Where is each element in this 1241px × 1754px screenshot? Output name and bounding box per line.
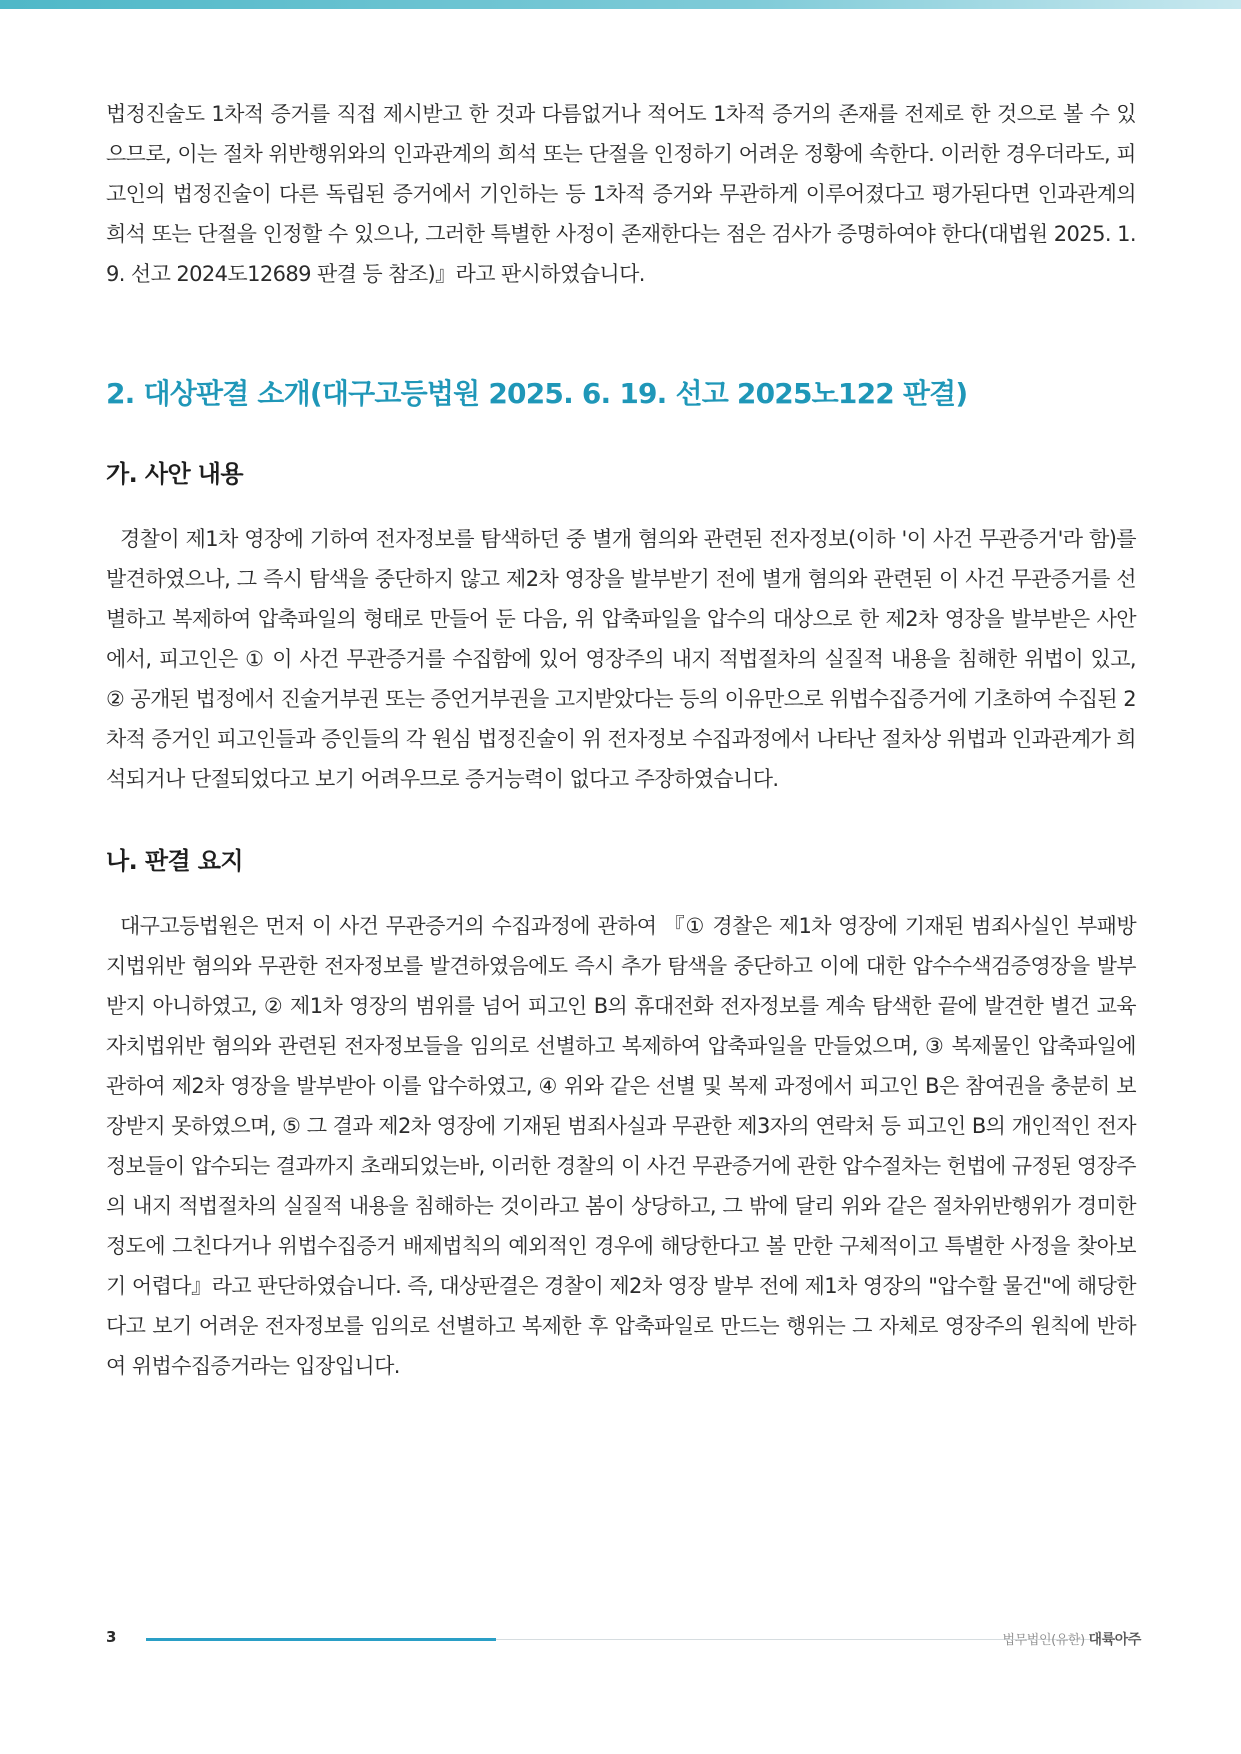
firm-prefix: 법무법인(유한) — [1002, 1633, 1085, 1648]
section-2-title: 2. 대상판결 소개(대구고등법원 2025. 6. 19. 선고 2025노122 판결) — [106, 377, 968, 410]
subsection-a-body: 경찰이 제1차 영장에 기하여 전자정보를 탐색하던 중 별개 혐의와 관련된 전자정보(이하 '이 사건 무관증거'라 함)를 발견하였으나, 그 즉시 탐색을 중단하지 않고 제2차 영장을 발부받기 전에 별개 혐의와 관련된 이 사건 무관증거를 선별하고 복제하여 압축파일의 형태로 만들어 둔 다음, 위 압축파일을 압수의 대상으로 한 제2차 영장을 발부받은 사안에서, 피고인은 ① 이 사건 무관증거를 수집함에 있어 영장주의 내지 적법절차의 실질적 내용을 침해한 위법이 있고, ② 공개된 법정에서 진술거부권 또는 증언거부권을 고지받았다는 등의 이유만으로 위법수집증거에 기초하여 수집된 2차적 증거인 피고인들과 증인들의 각 원심 법정진술이 위 전자정보 수집과정에서 나타난 절차상 위법과 인과관계가 희석되거나 단절되었다고 보기 어려우므로 증거능력이 없다고 주장하였습니다. — [106, 527, 1136, 791]
subsection-a-title: 가. 사안 내용 — [106, 460, 243, 488]
page-content — [106, 94, 1136, 1386]
firm-brand: 대륙아주 — [1088, 1632, 1141, 1648]
footer-accent-line — [146, 1638, 496, 1641]
top-accent-bar — [0, 0, 1241, 9]
page-number: 3 — [106, 1628, 117, 1646]
subsection-b-title: 나. 판결 요지 — [106, 847, 243, 875]
intro-paragraph: 법정진술도 1차적 증거를 직접 제시받고 한 것과 다름없거나 적어도 1차적 증거의 존재를 전제로 한 것으로 볼 수 있으므로, 이는 절차 위반행위와의 인과관계의 희석 또는 단절을 인정하기 어려운 정황에 속한다. 이러한 경우더라도, 피고인의 법정진술이 다른 독립된 증거에서 기인하는 등 1차적 증거와 무관하게 이루어졌다고 평가된다면 인과관계의 희석 또는 단절을 인정할 수 있으나, 그러한 특별한 사정이 존재한다는 점은 검사가 증명하여야 한다(대법원 2025. 1. 9. 선고 2024도12689 판결 등 참조)』라고 판시하였습니다. — [106, 102, 1136, 286]
subsection-b-body: 대구고등법원은 먼저 이 사건 무관증거의 수집과정에 관하여 『① 경찰은 제1차 영장에 기재된 범죄사실인 부패방지법위반 혐의와 무관한 전자정보를 발견하였음에도 즉시 추가 탐색을 중단하고 이에 대한 압수수색검증영장을 발부받지 아니하였고, ② 제1차 영장의 범위를 넘어 피고인 B의 휴대전화 전자정보를 계속 탐색한 끝에 발견한 별건 교육자치법위반 혐의와 관련된 전자정보들을 임의로 선별하고 복제하여 압축파일을 만들었으며, ③ 복제물인 압축파일에 관하여 제2차 영장을 발부받아 이를 압수하였고, ④ 위와 같은 선별 및 복제 과정에서 피고인 B은 참여권을 충분히 보장받지 못하였으며, ⑤ 그 결과 제2차 영장에 기재된 범죄사실과 무관한 제3자의 연락처 등 피고인 B의 개인적인 전자정보들이 압수되는 결과까지 초래되었는바, 이러한 경찰의 이 사건 무관증거에 관한 압수절차는 헌법에 규정된 영장주의 내지 적법절차의 실질적 내용을 침해하는 것이라고 봄이 상당하고, 그 밖에 달리 위와 같은 절차위반행위가 경미한 정도에 그친다거나 위법수집증거 배제법칙의 예외적인 경우에 해당한다고 볼 만한 구체적이고 특별한 사정을 찾아보기 어렵다』라고 판단하였습니다. 즉, 대상판결은 경찰이 제2차 영장 발부 전에 제1차 영장의 "압수할 물건"에 해당한다고 보기 어려운 전자정보를 임의로 선별하고 복제한 후 압축파일로 만드는 행위는 그 자체로 영장주의 원칙에 반하여 위법수집증거라는 입장입니다. — [106, 914, 1136, 1378]
page-footer — [106, 1626, 1141, 1650]
firm-name — [1002, 1629, 1141, 1649]
